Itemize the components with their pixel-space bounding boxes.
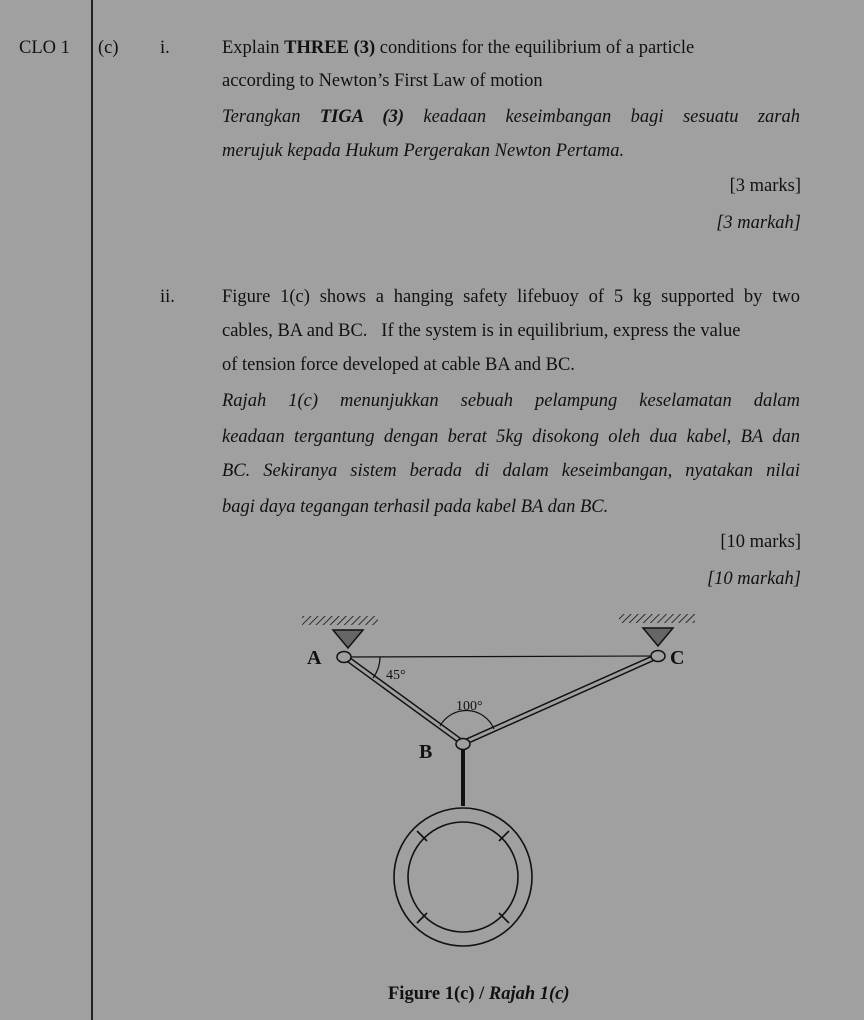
joint-c xyxy=(651,651,665,662)
part-label: (c) xyxy=(98,38,119,58)
lifebuoy xyxy=(394,808,532,946)
question-text-ms: BC. Sekiranya sistem berada di dalam keseimbangan, nyatakan nilai xyxy=(222,461,800,481)
question-text-en: of tension force developed at cable BA and BC. xyxy=(222,355,575,375)
support-c xyxy=(619,614,695,646)
question-text-ms: keadaan tergantung dengan berat 5kg disokong oleh dua kabel, BA dan xyxy=(222,427,800,447)
joint-b xyxy=(456,739,470,750)
marks-label: [10 marks] xyxy=(720,532,801,552)
question-number: i. xyxy=(160,38,170,58)
question-number: ii. xyxy=(160,287,175,307)
label-b: B xyxy=(419,741,433,763)
question-text-en: Explain THREE (3) conditions for the equilibrium of a particle xyxy=(222,38,695,58)
joint-a xyxy=(337,652,351,663)
angle-a-label: 45° xyxy=(386,668,406,683)
question-text-en: according to Newton’s First Law of motion xyxy=(222,71,543,91)
horizontal-reference-line xyxy=(345,656,658,657)
clo-label: CLO 1 xyxy=(19,38,70,58)
question-text-ms: Rajah 1(c) menunjukkan sebuah pelampung keselamatan dalam xyxy=(222,391,800,411)
figure-caption: Figure 1(c) / Rajah 1(c) xyxy=(388,984,570,1004)
label-c: C xyxy=(670,647,685,669)
marks-label: [3 marks] xyxy=(729,176,801,196)
cable-bc xyxy=(463,656,658,743)
angle-b-label: 100° xyxy=(456,699,483,714)
question-text-ms: merujuk kepada Hukum Pergerakan Newton Pertama. xyxy=(222,141,625,161)
question-text-ms: Terangkan TIGA (3) keadaan keseimbangan bagi sesuatu zarah xyxy=(222,107,800,127)
label-a: A xyxy=(307,647,322,669)
support-a xyxy=(302,616,378,648)
question-text-en: Figure 1(c) shows a hanging safety lifebuoy of 5 kg supported by two xyxy=(222,287,800,307)
markah-label: [10 markah] xyxy=(706,569,801,589)
question-text-ms: bagi daya tegangan terhasil pada kabel BA dan BC. xyxy=(222,497,609,517)
question-text-en: cables, BA and BC. If the system is in equilibrium, express the value xyxy=(222,321,741,341)
markah-label: [3 markah] xyxy=(716,213,801,233)
